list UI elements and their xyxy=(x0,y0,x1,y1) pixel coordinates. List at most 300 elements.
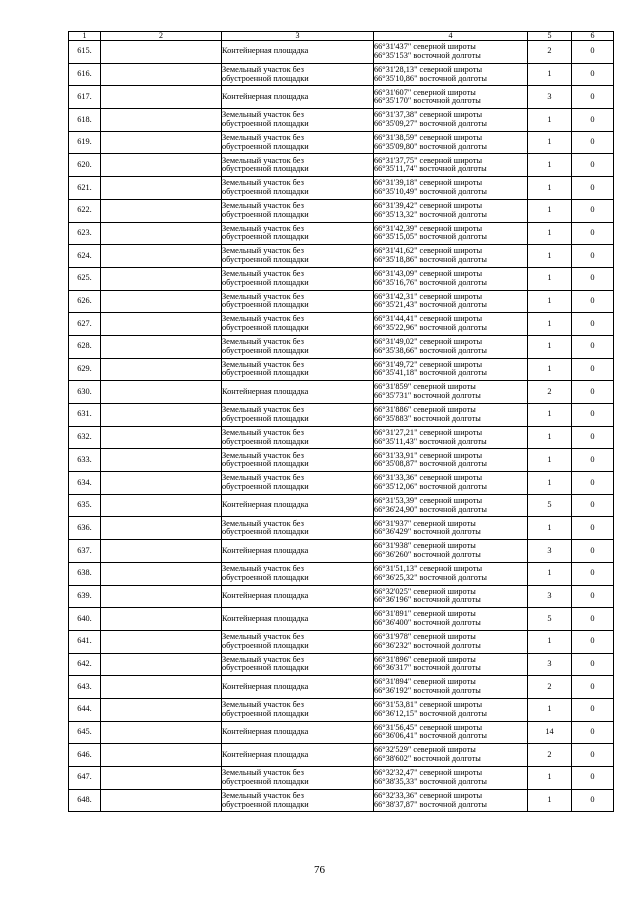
count-cell: 1 xyxy=(528,177,572,200)
site-type-line: Земельный участок без xyxy=(222,654,304,664)
value-cell: 0 xyxy=(572,63,614,86)
empty-cell xyxy=(101,358,222,381)
value-cell: 0 xyxy=(572,698,614,721)
coordinates-cell xyxy=(374,653,528,676)
empty-cell xyxy=(101,41,222,64)
empty-cell xyxy=(101,404,222,427)
latitude-text: 66°31'51,13" северной широты xyxy=(374,563,483,573)
site-type-cell xyxy=(222,540,374,563)
table-row xyxy=(69,109,614,132)
value-cell: 0 xyxy=(572,608,614,631)
longitude-text: 66°36'400" восточной долготы xyxy=(374,618,481,628)
page-number: 76 xyxy=(314,864,325,876)
coordinates-cell xyxy=(374,404,528,427)
site-type-line: обустроенной площадки xyxy=(222,300,309,310)
site-type-line: Земельный участок без xyxy=(222,178,304,188)
row-number: 633. xyxy=(69,449,101,472)
coordinates-cell xyxy=(374,426,528,449)
table-row xyxy=(69,426,614,449)
empty-cell xyxy=(101,313,222,336)
coordinates-cell xyxy=(374,449,528,472)
row-number: 619. xyxy=(69,131,101,154)
longitude-text: 66°35'22,96" восточной долготы xyxy=(374,323,487,333)
longitude-text: 66°35'11,74" восточной долготы xyxy=(374,164,487,174)
empty-cell xyxy=(101,245,222,268)
longitude-text: 66°35'12,06" восточной долготы xyxy=(374,481,487,491)
table-row xyxy=(69,721,614,744)
longitude-text: 66°35'170" восточной долготы xyxy=(374,96,481,106)
row-number: 626. xyxy=(69,290,101,313)
longitude-text: 66°38'37,87" восточной долготы xyxy=(374,799,487,809)
latitude-text: 66°31'42,39" северной широты xyxy=(374,223,483,233)
longitude-text: 66°35'10,86" восточной долготы xyxy=(374,73,487,83)
row-number: 628. xyxy=(69,335,101,358)
site-type-cell xyxy=(222,676,374,699)
site-type-cell xyxy=(222,767,374,790)
site-type-cell xyxy=(222,131,374,154)
site-type-line: Земельный участок без xyxy=(222,359,304,369)
empty-cell xyxy=(101,698,222,721)
table-row xyxy=(69,245,614,268)
table-row xyxy=(69,789,614,812)
table-row xyxy=(69,290,614,313)
site-type-cell xyxy=(222,789,374,812)
site-type-line: Земельный участок без xyxy=(222,314,304,324)
table-header xyxy=(69,32,614,41)
site-type-line: обустроенной площадки xyxy=(222,323,309,333)
site-type-line: обустроенной площадки xyxy=(222,481,309,491)
coordinates-cell xyxy=(374,335,528,358)
site-type-line: Земельный участок без xyxy=(222,110,304,120)
value-cell: 0 xyxy=(572,199,614,222)
value-cell: 0 xyxy=(572,721,614,744)
site-type-line: обустроенной площадки xyxy=(222,413,309,423)
value-cell: 0 xyxy=(572,767,614,790)
longitude-text: 66°36'429" восточной долготы xyxy=(374,527,481,537)
coordinates-cell xyxy=(374,585,528,608)
empty-cell xyxy=(101,199,222,222)
empty-cell xyxy=(101,381,222,404)
value-cell: 0 xyxy=(572,404,614,427)
site-type-cell xyxy=(222,721,374,744)
count-cell: 1 xyxy=(528,404,572,427)
count-cell: 3 xyxy=(528,86,572,109)
longitude-text: 66°35'11,43" восточной долготы xyxy=(374,436,487,446)
latitude-text: 66°32'025" северной широты xyxy=(374,586,476,596)
site-type-line: Контейнерная площадка xyxy=(222,749,309,759)
coordinates-cell xyxy=(374,472,528,495)
row-number: 630. xyxy=(69,381,101,404)
count-cell: 1 xyxy=(528,449,572,472)
table-row xyxy=(69,608,614,631)
table-body xyxy=(69,41,614,812)
longitude-text: 66°36'260" восточной долготы xyxy=(374,549,481,559)
latitude-text: 66°32'529" северной широты xyxy=(374,745,476,755)
coordinates-cell xyxy=(374,86,528,109)
latitude-text: 66°31'49,72" северной широты xyxy=(374,359,483,369)
site-type-line: Земельный участок без xyxy=(222,246,304,256)
site-type-line: Земельный участок без xyxy=(222,427,304,437)
count-cell: 3 xyxy=(528,653,572,676)
coordinates-cell xyxy=(374,358,528,381)
latitude-text: 66°31'859" северной широты xyxy=(374,382,476,392)
empty-cell xyxy=(101,585,222,608)
site-type-cell xyxy=(222,86,374,109)
row-number: 634. xyxy=(69,472,101,495)
latitude-text: 66°31'39,42" северной широты xyxy=(374,200,483,210)
site-type-line: обустроенной площадки xyxy=(222,708,309,718)
site-type-cell xyxy=(222,222,374,245)
site-type-line: Земельный участок без xyxy=(222,518,304,528)
value-cell: 0 xyxy=(572,109,614,132)
row-number: 648. xyxy=(69,789,101,812)
longitude-text: 66°35'21,43" восточной долготы xyxy=(374,300,487,310)
longitude-text: 66°35'13,32" восточной долготы xyxy=(374,209,487,219)
empty-cell xyxy=(101,494,222,517)
site-type-line: Земельный участок без xyxy=(222,450,304,460)
site-type-cell xyxy=(222,608,374,631)
site-type-line: обустроенной площадки xyxy=(222,527,309,537)
site-type-line: Земельный участок без xyxy=(222,790,304,800)
coordinates-cell xyxy=(374,608,528,631)
coordinates-cell xyxy=(374,789,528,812)
site-type-cell xyxy=(222,109,374,132)
empty-cell xyxy=(101,517,222,540)
site-type-cell xyxy=(222,177,374,200)
coordinates-cell xyxy=(374,517,528,540)
table-row xyxy=(69,698,614,721)
row-number: 625. xyxy=(69,267,101,290)
site-type-line: Контейнерная площадка xyxy=(222,46,309,56)
longitude-text: 66°35'731" восточной долготы xyxy=(374,391,481,401)
table-row xyxy=(69,653,614,676)
empty-cell xyxy=(101,131,222,154)
site-type-line: Земельный участок без xyxy=(222,200,304,210)
longitude-text: 66°36'25,32" восточной долготы xyxy=(374,572,487,582)
empty-cell xyxy=(101,449,222,472)
coordinates-cell xyxy=(374,562,528,585)
site-type-cell xyxy=(222,517,374,540)
count-cell: 1 xyxy=(528,245,572,268)
latitude-text: 66°31'886" северной широты xyxy=(374,405,476,415)
empty-cell xyxy=(101,608,222,631)
table-row xyxy=(69,767,614,790)
value-cell: 0 xyxy=(572,472,614,495)
row-number: 647. xyxy=(69,767,101,790)
coordinates-cell xyxy=(374,41,528,64)
site-type-line: Земельный участок без xyxy=(222,291,304,301)
coordinates-cell xyxy=(374,267,528,290)
site-type-cell xyxy=(222,381,374,404)
latitude-text: 66°31'49,02" северной широты xyxy=(374,337,483,347)
row-number: 637. xyxy=(69,540,101,563)
site-type-cell xyxy=(222,698,374,721)
value-cell: 0 xyxy=(572,517,614,540)
site-type-line: обустроенной площадки xyxy=(222,436,309,446)
latitude-text: 66°31'437" северной широты xyxy=(374,42,476,52)
latitude-text: 66°31'607" северной широты xyxy=(374,87,476,97)
count-cell: 3 xyxy=(528,540,572,563)
empty-cell xyxy=(101,86,222,109)
coordinates-cell xyxy=(374,767,528,790)
table-row xyxy=(69,335,614,358)
latitude-text: 66°31'938" северной широты xyxy=(374,541,476,551)
site-type-line: Земельный участок без xyxy=(222,337,304,347)
site-type-cell xyxy=(222,199,374,222)
empty-cell xyxy=(101,767,222,790)
latitude-text: 66°31'43,09" северной широты xyxy=(374,269,483,279)
site-type-line: Контейнерная площадка xyxy=(222,590,309,600)
value-cell: 0 xyxy=(572,177,614,200)
site-type-line: Земельный участок без xyxy=(222,563,304,573)
count-cell: 2 xyxy=(528,41,572,64)
latitude-text: 66°31'37,38" северной широты xyxy=(374,110,483,120)
count-cell: 1 xyxy=(528,426,572,449)
value-cell: 0 xyxy=(572,267,614,290)
value-cell: 0 xyxy=(572,222,614,245)
latitude-text: 66°31'27,21" северной широты xyxy=(374,427,483,437)
count-cell: 2 xyxy=(528,744,572,767)
site-type-cell xyxy=(222,245,374,268)
latitude-text: 66°31'28,13" северной широты xyxy=(374,64,483,74)
row-number: 641. xyxy=(69,630,101,653)
row-number: 627. xyxy=(69,313,101,336)
count-cell: 1 xyxy=(528,630,572,653)
site-type-cell xyxy=(222,494,374,517)
count-cell: 1 xyxy=(528,222,572,245)
latitude-text: 66°31'891" северной широты xyxy=(374,609,476,619)
coordinates-cell xyxy=(374,177,528,200)
value-cell: 0 xyxy=(572,585,614,608)
coordinates-cell xyxy=(374,381,528,404)
row-number: 622. xyxy=(69,199,101,222)
value-cell: 0 xyxy=(572,245,614,268)
latitude-text: 66°31'37,75" северной широты xyxy=(374,155,483,165)
coordinates-cell xyxy=(374,109,528,132)
table-row xyxy=(69,562,614,585)
row-number: 632. xyxy=(69,426,101,449)
coordinates-cell xyxy=(374,698,528,721)
count-cell: 1 xyxy=(528,313,572,336)
row-number: 643. xyxy=(69,676,101,699)
table-row xyxy=(69,177,614,200)
site-type-cell xyxy=(222,290,374,313)
count-cell: 1 xyxy=(528,767,572,790)
latitude-text: 66°32'33,36" северной широты xyxy=(374,790,483,800)
table-row xyxy=(69,313,614,336)
row-number: 638. xyxy=(69,562,101,585)
site-type-line: обустроенной площадки xyxy=(222,640,309,650)
row-number: 645. xyxy=(69,721,101,744)
site-type-cell xyxy=(222,63,374,86)
site-type-cell xyxy=(222,744,374,767)
site-type-line: обустроенной площадки xyxy=(222,186,309,196)
longitude-text: 66°35'153" восточной долготы xyxy=(374,50,481,60)
longitude-text: 66°36'192" восточной долготы xyxy=(374,686,481,696)
value-cell: 0 xyxy=(572,562,614,585)
latitude-text: 66°31'937" северной широты xyxy=(374,518,476,528)
coordinates-cell xyxy=(374,540,528,563)
count-cell: 1 xyxy=(528,267,572,290)
row-number: 639. xyxy=(69,585,101,608)
value-cell: 0 xyxy=(572,426,614,449)
header-row xyxy=(69,32,614,41)
site-type-line: обустроенной площадки xyxy=(222,345,309,355)
site-type-line: Земельный участок без xyxy=(222,768,304,778)
longitude-text: 66°35'41,18" восточной долготы xyxy=(374,368,487,378)
site-type-line: Земельный участок без xyxy=(222,132,304,142)
row-number: 642. xyxy=(69,653,101,676)
value-cell: 0 xyxy=(572,449,614,472)
count-cell: 1 xyxy=(528,517,572,540)
empty-cell xyxy=(101,267,222,290)
count-cell: 1 xyxy=(528,698,572,721)
count-cell: 1 xyxy=(528,63,572,86)
table-row xyxy=(69,676,614,699)
site-type-cell xyxy=(222,630,374,653)
count-cell: 1 xyxy=(528,131,572,154)
value-cell: 0 xyxy=(572,131,614,154)
site-type-cell xyxy=(222,267,374,290)
site-type-line: Земельный участок без xyxy=(222,473,304,483)
site-type-line: обустроенной площадки xyxy=(222,799,309,809)
row-number: 618. xyxy=(69,109,101,132)
row-number: 631. xyxy=(69,404,101,427)
table-row xyxy=(69,517,614,540)
value-cell: 0 xyxy=(572,494,614,517)
empty-cell xyxy=(101,540,222,563)
empty-cell xyxy=(101,630,222,653)
site-type-line: Земельный участок без xyxy=(222,405,304,415)
table-row xyxy=(69,86,614,109)
coordinates-cell xyxy=(374,494,528,517)
count-cell: 1 xyxy=(528,789,572,812)
table-row xyxy=(69,630,614,653)
empty-cell xyxy=(101,676,222,699)
empty-cell xyxy=(101,222,222,245)
empty-cell xyxy=(101,744,222,767)
table-row xyxy=(69,404,614,427)
empty-cell xyxy=(101,789,222,812)
site-type-line: Земельный участок без xyxy=(222,223,304,233)
site-type-line: обустроенной площадки xyxy=(222,164,309,174)
site-type-line: обустроенной площадки xyxy=(222,663,309,673)
latitude-text: 66°31'53,81" северной широты xyxy=(374,700,483,710)
latitude-text: 66°31'33,36" северной широты xyxy=(374,473,483,483)
count-cell: 1 xyxy=(528,472,572,495)
count-cell: 1 xyxy=(528,154,572,177)
longitude-text: 66°38'35,33" восточной долготы xyxy=(374,776,487,786)
row-number: 620. xyxy=(69,154,101,177)
coordinates-cell xyxy=(374,245,528,268)
value-cell: 0 xyxy=(572,540,614,563)
site-type-line: обустроенной площадки xyxy=(222,255,309,265)
empty-cell xyxy=(101,154,222,177)
site-type-line: Земельный участок без xyxy=(222,700,304,710)
header-cell-4: 4 xyxy=(374,32,528,41)
site-type-line: обустроенной площадки xyxy=(222,368,309,378)
count-cell: 5 xyxy=(528,494,572,517)
count-cell: 2 xyxy=(528,676,572,699)
empty-cell xyxy=(101,472,222,495)
empty-cell xyxy=(101,426,222,449)
longitude-text: 66°35'15,05" восточной долготы xyxy=(374,232,487,242)
site-type-line: Земельный участок без xyxy=(222,632,304,642)
count-cell: 1 xyxy=(528,109,572,132)
value-cell: 0 xyxy=(572,154,614,177)
coordinates-cell xyxy=(374,313,528,336)
latitude-text: 66°31'896" северной широты xyxy=(374,654,476,664)
value-cell: 0 xyxy=(572,676,614,699)
latitude-text: 66°31'44,41" северной широты xyxy=(374,314,483,324)
row-number: 629. xyxy=(69,358,101,381)
latitude-text: 66°32'32,47" северной широты xyxy=(374,768,483,778)
table-row xyxy=(69,744,614,767)
site-type-line: обустроенной площадки xyxy=(222,277,309,287)
site-type-cell xyxy=(222,449,374,472)
coordinates-cell xyxy=(374,63,528,86)
register-table xyxy=(68,31,614,812)
row-number: 623. xyxy=(69,222,101,245)
longitude-text: 66°35'883" восточной долготы xyxy=(374,413,481,423)
latitude-text: 66°31'39,18" северной широты xyxy=(374,178,483,188)
latitude-text: 66°31'56,45" северной широты xyxy=(374,722,483,732)
table-row xyxy=(69,358,614,381)
site-type-line: Земельный участок без xyxy=(222,269,304,279)
row-number: 635. xyxy=(69,494,101,517)
table-row xyxy=(69,585,614,608)
empty-cell xyxy=(101,562,222,585)
table-row xyxy=(69,41,614,64)
table-row xyxy=(69,381,614,404)
value-cell: 0 xyxy=(572,313,614,336)
value-cell: 0 xyxy=(572,41,614,64)
site-type-line: обустроенной площадки xyxy=(222,73,309,83)
count-cell: 2 xyxy=(528,381,572,404)
table-row xyxy=(69,540,614,563)
latitude-text: 66°31'894" северной широты xyxy=(374,677,476,687)
value-cell: 0 xyxy=(572,789,614,812)
longitude-text: 66°36'317" восточной долготы xyxy=(374,663,481,673)
latitude-text: 66°31'33,91" северной широты xyxy=(374,450,483,460)
table-row xyxy=(69,472,614,495)
site-type-line: Земельный участок без xyxy=(222,64,304,74)
value-cell: 0 xyxy=(572,335,614,358)
row-number: 616. xyxy=(69,63,101,86)
longitude-text: 66°36'24,90" восточной долготы xyxy=(374,504,487,514)
site-type-line: Земельный участок без xyxy=(222,155,304,165)
header-cell-6: 6 xyxy=(572,32,614,41)
table-row xyxy=(69,63,614,86)
row-number: 615. xyxy=(69,41,101,64)
count-cell: 1 xyxy=(528,562,572,585)
site-type-line: Контейнерная площадка xyxy=(222,727,309,737)
header-cell-5: 5 xyxy=(528,32,572,41)
coordinates-cell xyxy=(374,131,528,154)
empty-cell xyxy=(101,290,222,313)
table-row xyxy=(69,267,614,290)
row-number: 636. xyxy=(69,517,101,540)
longitude-text: 66°35'16,76" восточной долготы xyxy=(374,277,487,287)
longitude-text: 66°36'196" восточной долготы xyxy=(374,595,481,605)
site-type-line: обустроенной площадки xyxy=(222,232,309,242)
longitude-text: 66°35'18,86" восточной долготы xyxy=(374,255,487,265)
longitude-text: 66°36'232" восточной долготы xyxy=(374,640,481,650)
table-row xyxy=(69,222,614,245)
coordinates-cell xyxy=(374,676,528,699)
row-number: 624. xyxy=(69,245,101,268)
site-type-cell xyxy=(222,313,374,336)
